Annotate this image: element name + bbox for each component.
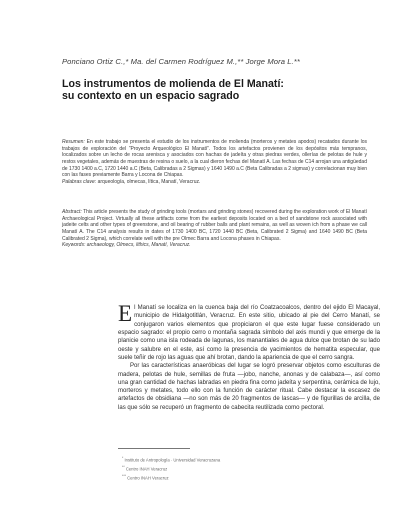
body-text: [118, 301, 380, 412]
footnote-text: Centro INAH Veracruz: [125, 466, 168, 472]
footnote-mark: **: [122, 464, 125, 469]
footnotes: [122, 455, 322, 481]
body-paragraph-1: [118, 301, 380, 362]
resumen-label: Resumen:: [62, 139, 85, 145]
title-line-1: Los instrumentos de molienda de El Manatí:: [62, 78, 284, 90]
resumen-block: [62, 139, 367, 186]
abstract-text: This article presents the study of grinding tools (mortars and grinding stones) recovered during the exploration work of El Manatí Archaeological Project. Virtually all these artifacts come from the earliest deposits located on a bed of sandstone rock associated with jadeite celts and other types of greenstone, and oil bearing of rubber balls and plant remains, as well as woven ich from a phase we call Manatí A. The C14 analysis results in dates of 1730 1400 BC, 1720 1440 BC (Beta, Calibrated 2 Sigma) and 1640 1490 BC (Beta Calibrated 2 Sigma), which correlate well with the pre Olmec Barra and Locona phases in Chiapas.: [62, 209, 367, 242]
footnote-mark: ***: [122, 473, 126, 478]
footnote-text: Centro INAH Veracruz: [127, 474, 169, 480]
body-paragraph-2: Por las características anaeróbicas del lugar se logró preservar objetos como esculturas de madera, pelotas de hule, semillas de fruta —jobo, nanche, anonas y de calabaza—, así como una gran cantidad de hachas labradas en piedra fina como jadeíta y serpentina, cerámica de lujo, morteros y metates, todo ello con la función de carácter ritual. Cabe destacar la escasez de artefactos de obsidiana —no son más de 20 fragmentos de lascas— y de figurillas de arcilla, de las que sólo se recuperó un fragmento de cabecita reutilizada como pectoral.: [118, 363, 380, 411]
footnote: [122, 473, 322, 482]
keywords-text: archaeology, Olmecs, lithics, Manatí, Veracruz.: [85, 242, 191, 249]
footnote: [122, 464, 322, 473]
abstract-paragraph: [62, 209, 367, 242]
keywords-label: Keywords:: [62, 242, 86, 249]
palabras-clave: [62, 179, 367, 186]
footnote-text: Instituto de Antropología · Universidad Veracruzana: [124, 457, 221, 463]
resumen-paragraph: [62, 139, 367, 179]
footnote: [122, 455, 322, 464]
author-line: Ponciano Ortiz C.,* Ma. del Carmen Rodríguez M.,** Jorge Mora L.**: [62, 57, 300, 66]
palabras-clave-label: Palabras clave:: [62, 178, 97, 185]
drop-cap: E: [118, 301, 133, 326]
body-paragraph-1-text: l Manatí se localiza en la cuenca baja del río Coatzacoalcos, dentro del ejido El Macayal, municipio de Hidalgotitlán, Veracruz. En este sitio, ubicado al pie del Cerro Manatí, se conjugaron varios elementos que propiciaron el que este lugar fuese considerado un espacio sagrado: el propio cerro o montaña sagrada símbolo del axis mundi y que emerge de la planicie como una isla rodeada de lagunas, los manantiales de agua dulce que brotan de su lado oeste y salubre en el este, así como la presencia de yacimientos de hematita especular, que suele teñir de rojo las aguas que ahí brotan, dando la apariencia de que el cerro sangra.: [118, 305, 380, 361]
keywords: [62, 242, 367, 249]
footnote-rule: [118, 448, 190, 449]
palabras-clave-text: arqueología, olmecas, lítica, Manatí, Veracruz.: [96, 178, 201, 185]
resumen-text: En este trabajo se presenta el estudio de los instrumentos de molienda (morteros y metates apodos) recatados durante los trabajos de exploración del “Proyecto Arqueológico El Manatí”. Todos los artefactos provienen de los depósitos más tempranos, localizados sobre un lecho de rocas arenisca y asociados con hachas de jadeíta y otras piedras verdes, ollerías de pelotas de hule y restos vegetales, además de muestras de resina o suelo, a la cual dieron fechas del Manatí A. Las fechas de C14 arrojan una antigüedad de 1730 1400 a.C, 1720 1440 a.C (Beta, Calibradas a 2 Sigmas) y 1640 1490 a.C (Beta Calibradas a 2 sigmas) y correlacionan muy bien con las fases previamente Barra y Locona de Chiapas.: [62, 139, 367, 179]
abstract-block: [62, 209, 367, 249]
footnote-mark: *: [122, 456, 124, 460]
title-line-2: su contexto en un espacio sagrado: [62, 90, 240, 103]
article-title: [62, 78, 362, 103]
abstract-label: Abstract:: [62, 209, 82, 215]
